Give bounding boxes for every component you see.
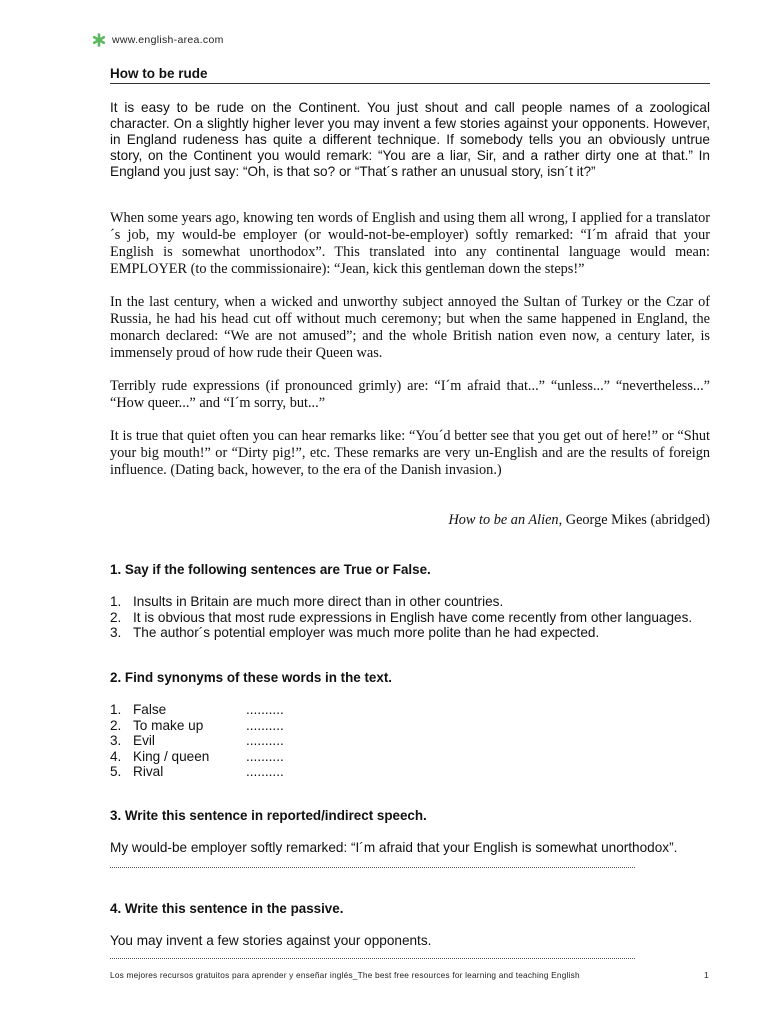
answer-blank: .......... bbox=[246, 717, 284, 733]
exercise-1-heading: 1. Say if the following sentences are True or False. bbox=[110, 562, 431, 577]
paragraph-4: Terribly rude expressions (if pronounced grimly) are: “I´m afraid that...” “unless...” “nevertheless...” “How queer...” and “I´m sorry, but...” bbox=[110, 378, 710, 411]
item-number: 5. bbox=[110, 764, 122, 779]
page-title: How to be rude bbox=[110, 66, 208, 81]
paragraph-1: It is easy to be rude on the Continent. You just shout and call people names of a zoological character. On a slightly higher lever you may invent a few stories against your opponents. However, in England rudeness has quite a different technique. If somebody tells you an obviously untrue story, on the Continent you would remark: “You are a liar, Sir, and a rather dirty one at that.” In England you just say: “Oh, is that so? or “That´s rather an unusual story, isn´t it?” bbox=[110, 100, 710, 179]
paragraph-3: In the last century, when a wicked and unworthy subject annoyed the Sultan of Turkey or the Czar of Russia, he had his head cut off without much ceremony; but when the same happened in England, the monarch declared: “We are not amused”; and the whole British nation even now, a century later, is immensely proud of how rude their Queen was. bbox=[110, 294, 710, 361]
item-word: To make up bbox=[133, 717, 204, 733]
item-word: King / queen bbox=[133, 748, 210, 764]
list-item bbox=[110, 718, 284, 734]
exercise-4-sentence: You may invent a few stories against your opponents. bbox=[110, 933, 432, 948]
answer-blank: .......... bbox=[246, 748, 284, 764]
item-number: 1. bbox=[110, 594, 122, 609]
paragraph-5: It is true that quiet often you can hear remarks like: “You´d better see that you get out of here!” or “Shut your big mouth!” or “Dirty pig!”, etc. These remarks are very un-English and are the results of foreign influence. (Dating back, however, to the era of the Danish invasion.) bbox=[110, 428, 710, 478]
source-citation bbox=[448, 512, 710, 529]
item-number: 2. bbox=[110, 609, 122, 625]
answer-line bbox=[110, 867, 635, 868]
exercise-3-heading: 3. Write this sentence in reported/indirect speech. bbox=[110, 808, 427, 823]
item-text: Insults in Britain are much more direct than in other countries. bbox=[133, 594, 504, 609]
answer-blank: .......... bbox=[246, 702, 284, 717]
site-url[interactable]: www.english-area.com bbox=[112, 34, 224, 46]
title-divider bbox=[110, 83, 710, 84]
star-logo-icon bbox=[92, 33, 106, 47]
list-item bbox=[110, 610, 710, 626]
item-text: It is obvious that most rude expressions in English have come recently from other languages. bbox=[133, 609, 693, 625]
exercise-1-list bbox=[110, 594, 710, 641]
answer-blank: .......... bbox=[246, 733, 284, 748]
list-item bbox=[110, 594, 710, 610]
item-number: 2. bbox=[110, 717, 122, 733]
footer-text: Los mejores recursos gratuitos para aprender y enseñar inglés_The best free resources for learning and teaching English bbox=[110, 970, 580, 980]
exercise-2-heading: 2. Find synonyms of these words in the text. bbox=[110, 670, 392, 685]
item-number: 3. bbox=[110, 625, 122, 640]
item-word: Rival bbox=[133, 764, 164, 779]
exercise-3-sentence: My would-be employer softly remarked: “I´m afraid that your English is somewhat unorthodox”. bbox=[110, 840, 678, 855]
item-number: 4. bbox=[110, 748, 122, 764]
list-item bbox=[110, 702, 284, 718]
page-number: 1 bbox=[704, 970, 709, 980]
list-item bbox=[110, 625, 710, 641]
list-item bbox=[110, 733, 284, 749]
list-item bbox=[110, 749, 284, 765]
answer-line bbox=[110, 958, 635, 959]
item-number: 3. bbox=[110, 733, 122, 748]
paragraph-2: When some years ago, knowing ten words of English and using them all wrong, I applied for a translator´s job, my would-be employer (or would-not-be-employer) softly remarked: “I´m afraid that your English is somewhat unorthodox”. This translated into any continental language would mean: EMPLOYER (to the commissionaire): “Jean, kick this gentleman down the steps!” bbox=[110, 210, 710, 277]
item-word: False bbox=[133, 702, 167, 717]
item-text: The author´s potential employer was much more polite than he had expected. bbox=[133, 625, 600, 640]
list-item bbox=[110, 764, 284, 780]
site-header bbox=[92, 31, 224, 49]
answer-blank: .......... bbox=[246, 764, 284, 779]
exercise-4-heading: 4. Write this sentence in the passive. bbox=[110, 901, 344, 916]
item-word: Evil bbox=[133, 733, 155, 748]
exercise-2-list bbox=[110, 702, 284, 780]
item-number: 1. bbox=[110, 702, 122, 717]
book-title: How to be an Alien bbox=[448, 512, 559, 528]
author-note: , George Mikes (abridged) bbox=[558, 512, 710, 528]
